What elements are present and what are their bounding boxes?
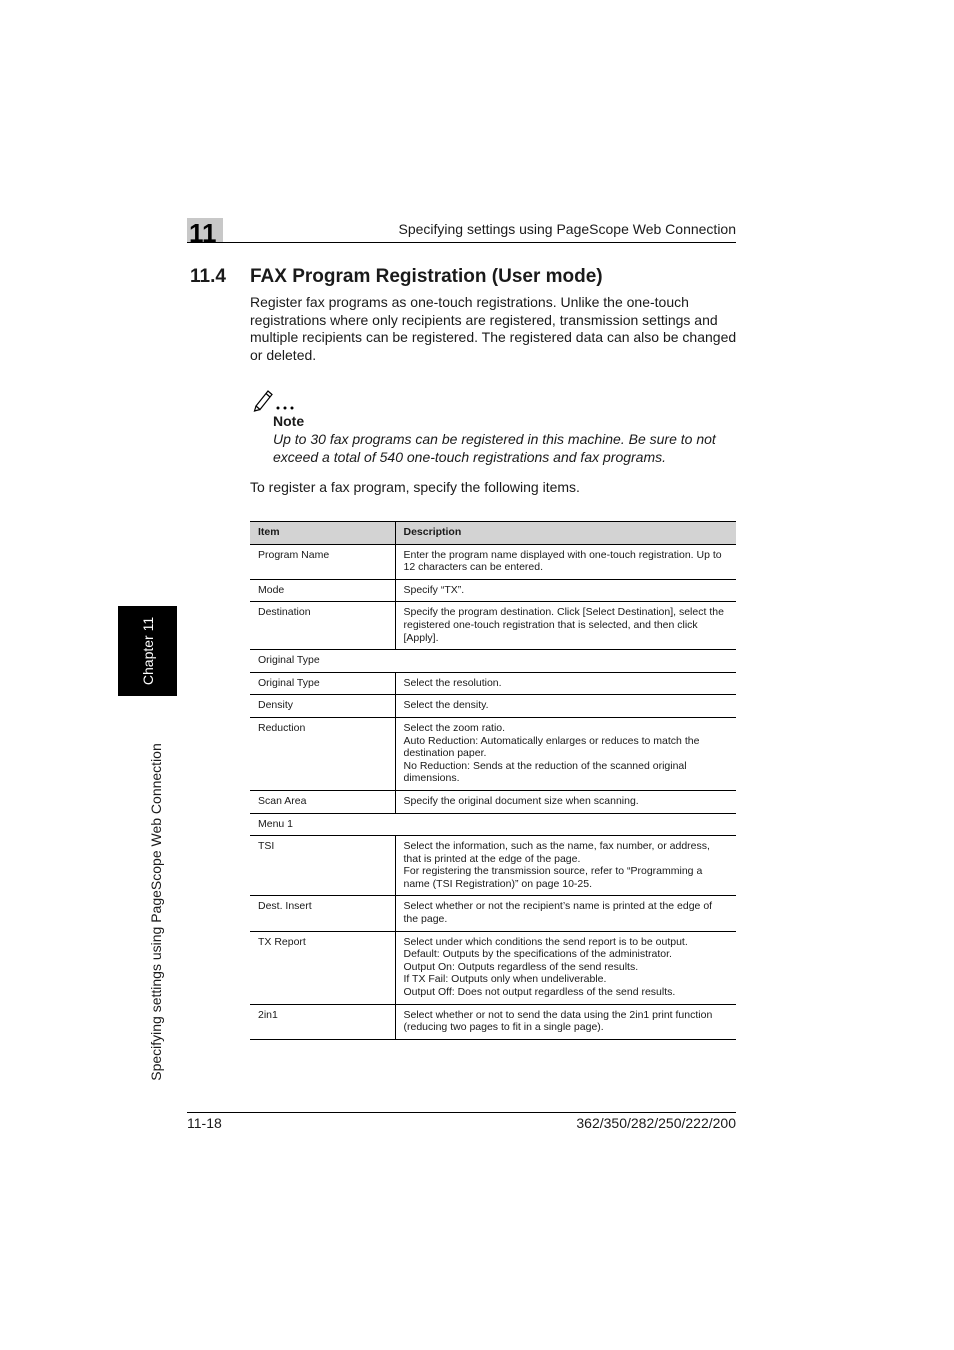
model-numbers: 362/350/282/250/222/200 [576,1115,736,1131]
page-number: 11-18 [187,1115,222,1131]
footer-divider [187,1112,736,1113]
intro-paragraph: Register fax programs as one-touch registrations. Unlike the one-touch registrations where only recipients are registered, transmission settings and multiple recipients can be registered. The registered data can also be changed or deleted. [250,294,737,364]
description-cell: Select the zoom ratio. Auto Reduction: Automatically enlarges or reduces to match the destination paper. No Reduction: Sends at the reduction of the scanned original dimensions. [395,717,736,790]
table-row [250,790,736,813]
side-section-label: Specifying settings using PageScope Web Connection [148,743,164,1081]
table-row [250,672,736,695]
table-row [250,695,736,718]
column-header-description: Description [395,522,736,545]
table-group-row [250,650,736,673]
chapter-number-badge [187,218,223,242]
item-cell: TX Report [250,931,395,1004]
item-cell: Original Type [250,672,395,695]
running-header: Specifying settings using PageScope Web Connection [398,221,736,237]
description-cell: Select the density. [395,695,736,718]
item-cell: Reduction [250,717,395,790]
item-cell: Dest. Insert [250,896,395,931]
table-body [250,544,736,1039]
section-number: 11.4 [190,266,226,287]
item-cell: 2in1 [250,1004,395,1039]
description-cell: Specify “TX”. [395,579,736,602]
group-label: Original Type [250,650,736,673]
note-text: Up to 30 fax programs can be registered in this machine. Be sure to not exceed a total of 540 one-touch registrations and fax programs. [273,431,716,465]
lead-sentence: To register a fax program, specify the following items. [250,479,580,495]
table-group-row [250,813,736,836]
item-cell: TSI [250,836,395,896]
table-row [250,544,736,579]
group-label: Menu 1 [250,813,736,836]
chapter-tab-label: Chapter 11 [139,616,156,686]
table-row [250,579,736,602]
description-cell: Enter the program name displayed with one-touch registration. Up to 12 characters can be entered. [395,544,736,579]
table-row [250,717,736,790]
description-cell: Select under which conditions the send report is to be output. Default: Outputs by the specifications of the administrator. Output On: Outputs regardless of the send results. If TX Fail: Outputs only when undeliverable. Output Off: Does not output regardless of the send results. [395,931,736,1004]
table-row [250,836,736,896]
table-row [250,896,736,931]
description-cell: Select whether or not the recipient’s name is printed at the edge of the page. [395,896,736,931]
table-row [250,931,736,1004]
item-cell: Scan Area [250,790,395,813]
items-table [250,521,736,1040]
description-cell: Select whether or not to send the data using the 2in1 print function (reducing two pages to fit in a single page). [395,1004,736,1039]
table-header-row [250,522,736,545]
table-row [250,1004,736,1039]
item-cell: Density [250,695,395,718]
section-heading [190,265,603,289]
chapter-number: 11 [189,218,217,242]
description-cell: Specify the program destination. Click [Select Destination], select the registered one-touch registration that is selected, and then click [Apply]. [395,602,736,650]
note-label: Note [273,413,305,429]
item-cell: Program Name [250,544,395,579]
section-title: FAX Program Registration (User mode) [250,266,603,287]
header-divider [187,242,736,243]
item-cell: Destination [250,602,395,650]
description-cell: Select the information, such as the name, fax number, or address, that is printed at the edge of the page. For registering the transmission source, refer to “Programming a name (TSI Registration)” on page 10-25. [395,836,736,896]
description-cell: Specify the original document size when scanning. [395,790,736,813]
description-cell: Select the resolution. [395,672,736,695]
chapter-tab [118,606,177,696]
table-row [250,602,736,650]
column-header-item: Item [250,522,395,545]
item-cell: Mode [250,579,395,602]
